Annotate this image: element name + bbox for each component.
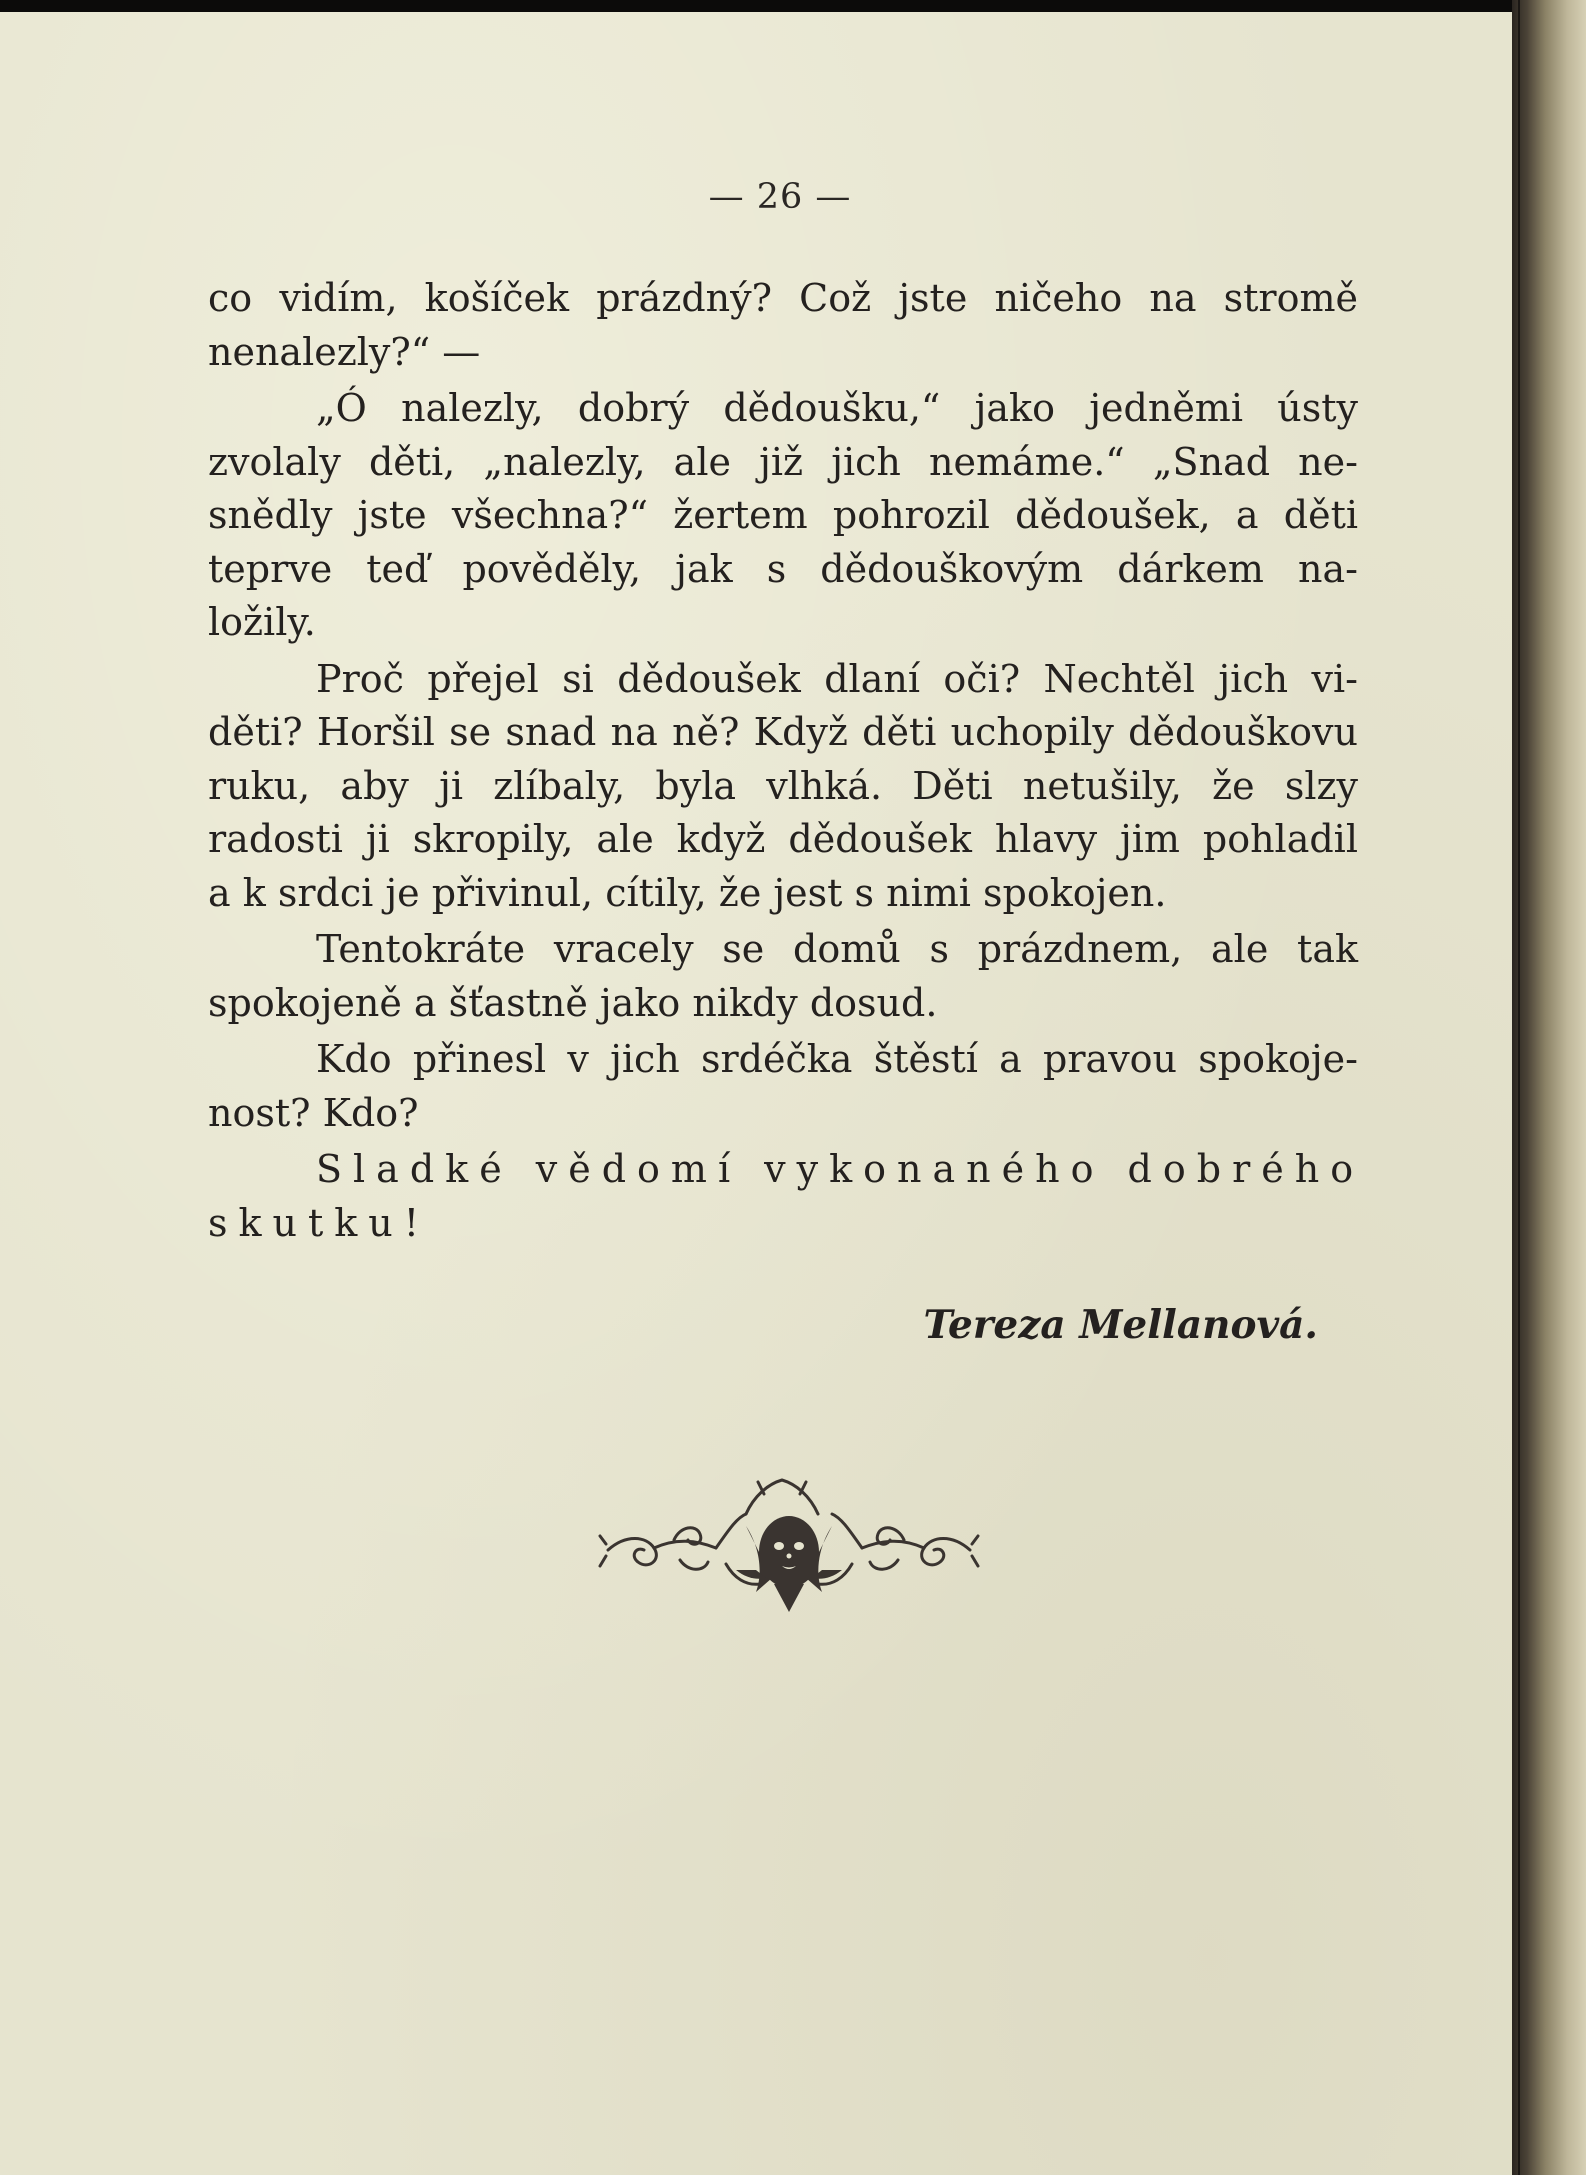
text-line: Tentokráte vracely se domů s prázdnem, ale tak — [316, 927, 1358, 971]
text-line: nenalezly?“ — — [208, 329, 481, 374]
body-text — [208, 272, 1365, 1253]
text-line: a k srdci je přivinul, cítily, že jest s nimi spokojen. — [208, 870, 1167, 915]
paragraph-4 — [208, 923, 1358, 1030]
book-binding-edge — [1512, 0, 1586, 2175]
text-line: teprve teď pověděly, jak s dědouškovým dárkem na- — [208, 546, 1358, 591]
page-number: — 26 — — [708, 177, 852, 217]
book-page — [0, 12, 1512, 2175]
text-line: Sladké vědomí vykonaného dobrého — [316, 1147, 1365, 1191]
paragraph-5 — [208, 1033, 1358, 1140]
text-line: „Ó nalezly, dobrý dědoušku,“ jako jedněmi ústy — [316, 386, 1358, 430]
author-signature: Tereza Mellanová. — [923, 1302, 1318, 1348]
text-line: Kdo přinesl v jich srdéčka štěstí a pravou spokoje- — [316, 1037, 1358, 1081]
paragraph-2 — [208, 382, 1358, 650]
text-line: děti? Horšil se snad na ně? Když děti uchopily dědouškovu — [208, 710, 1358, 754]
text-line: skutku! — [208, 1200, 431, 1245]
text-line: nost? Kdo? — [208, 1090, 419, 1135]
text-line: ložily. — [208, 600, 316, 644]
text-line: ruku, aby ji zlíbaly, byla vlhká. Děti netušily, že slzy — [208, 763, 1358, 808]
text-line: co vidím, košíček prázdný? Což jste ničeho na stromě — [208, 276, 1358, 320]
paragraph-6 — [208, 1143, 1365, 1250]
floral-vignette-icon — [596, 1474, 982, 1616]
text-line: zvolaly děti, „nalezly, ale již jich nemáme.“ „Snad ne- — [208, 439, 1358, 484]
paragraph-3 — [208, 653, 1358, 921]
paragraph-1 — [208, 272, 1358, 379]
text-line: spokojeně a šťastně jako nikdy dosud. — [208, 980, 938, 1025]
text-line: radosti ji skropily, ale když dědoušek hlavy jim pohladil — [208, 817, 1358, 861]
text-line: snědly jste všechna?“ žertem pohrozil dědoušek, a děti — [208, 493, 1358, 537]
text-line: Proč přejel si dědoušek dlaní oči? Nechtěl jich vi- — [316, 656, 1358, 701]
